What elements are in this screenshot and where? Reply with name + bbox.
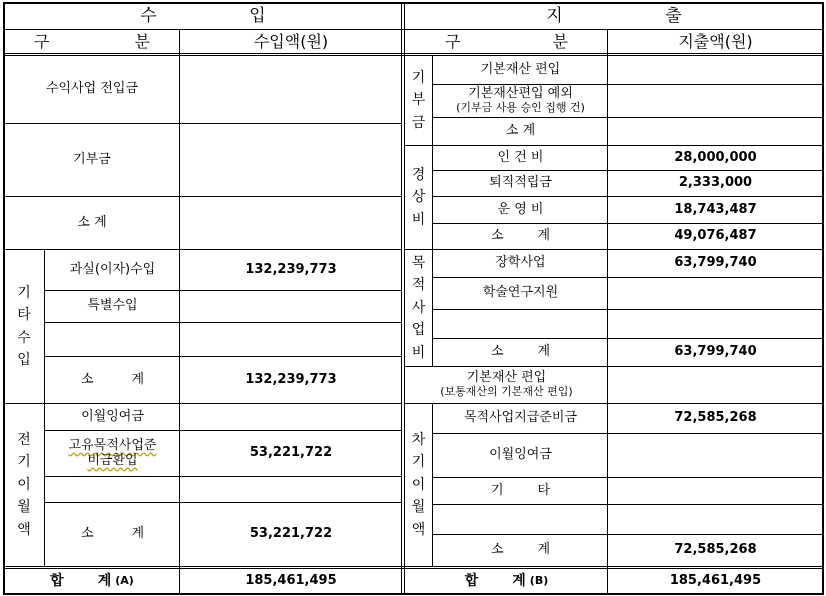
exp-unyeong-amount: 18,743,487 xyxy=(674,201,757,217)
grid-line xyxy=(822,2,824,595)
grid-line xyxy=(3,55,823,56)
group-gyeongsangbi: 경 상 비 xyxy=(411,166,426,228)
exp-junbi-amount: 72,585,268 xyxy=(674,410,757,426)
exp-mokjeok-sogye-amount: 63,799,740 xyxy=(674,344,757,360)
exp-gibu-sogye-label: 소 계 xyxy=(505,123,536,139)
expense-total-amount: 185,461,495 xyxy=(669,572,762,588)
grid-line xyxy=(3,249,402,250)
row-gita-sogye-amount: 132,239,773 xyxy=(245,371,337,387)
exp-pyeonip-amount xyxy=(608,56,823,84)
grid-line xyxy=(432,433,823,434)
exp-gibu-sogye-amount xyxy=(608,118,823,145)
exp-yeoe-label: 기본재산편입 예외 (기부금 사용 승인 집행 건) xyxy=(456,86,585,115)
exp-bonus-amount xyxy=(608,367,823,403)
income-col-gubun: 구 분 xyxy=(34,31,150,51)
exp-gyeong-sogye-label: 소 계 xyxy=(491,228,550,244)
grid-line xyxy=(607,55,608,595)
grid-line xyxy=(3,123,402,124)
grid-line xyxy=(44,249,45,567)
exp-cha-iwol-label: 이월잉여금 xyxy=(489,447,552,463)
row-iwol-amount xyxy=(180,404,402,430)
grid-line xyxy=(44,476,402,477)
grid-line xyxy=(179,29,180,55)
grid-line xyxy=(404,249,823,250)
exp-junbi-label: 목적사업지급준비금 xyxy=(463,410,578,426)
expense-col-gubun: 구 분 xyxy=(445,31,568,51)
grid-line xyxy=(432,117,823,118)
grid-line xyxy=(404,366,823,367)
grid-line xyxy=(3,403,402,404)
grid-line xyxy=(3,2,823,4)
exp-pyeonip-label: 기본재산 편입 xyxy=(480,61,561,77)
exp-mokjeok-sogye-label: 소 계 xyxy=(491,344,550,360)
income-header: 수 입 xyxy=(140,5,266,26)
exp-yeoe-amount xyxy=(608,85,823,117)
expense-col-amount: 지출액(원) xyxy=(678,31,753,51)
row-suik-amount xyxy=(180,56,402,123)
grid-line xyxy=(44,322,402,323)
grid-line xyxy=(404,2,405,595)
row-iwol-label: 이월잉여금 xyxy=(81,408,144,424)
row-jeon-sogye-amount: 53,221,722 xyxy=(249,526,333,542)
row-special-label: 특별수입 xyxy=(87,298,138,314)
exp-cha-sogye-amount: 72,585,268 xyxy=(674,542,757,558)
grid-line xyxy=(404,403,823,404)
grid-line xyxy=(432,534,823,535)
grid-line xyxy=(432,403,433,567)
row-goyu-amount: 53,221,722 xyxy=(249,445,333,461)
grid-line xyxy=(44,290,402,291)
grid-line xyxy=(432,309,823,310)
grid-line xyxy=(44,356,402,357)
grid-line xyxy=(432,170,823,171)
exp-cha-iwol-amount xyxy=(608,434,823,477)
exp-janghak-amount: 63,799,740 xyxy=(674,255,757,271)
grid-line xyxy=(3,593,823,595)
grid-line xyxy=(3,566,823,567)
exp-cha-sogye-label: 소 계 xyxy=(491,542,550,558)
row-sogye1-amount xyxy=(180,197,402,249)
row-suik-label: 수익사업 전입금 xyxy=(45,81,139,97)
grid-line xyxy=(432,338,823,339)
grid-line xyxy=(432,477,823,478)
exp-ingeonbi-amount: 28,000,000 xyxy=(674,149,757,165)
grid-line xyxy=(179,55,180,595)
grid-line xyxy=(401,2,402,595)
grid-line xyxy=(432,277,823,278)
grid-line xyxy=(432,55,433,366)
row-goyu-label: 고유목적사업준 비금환입 xyxy=(68,437,157,468)
group-gita-suip: 기 타 수 입 xyxy=(17,284,31,368)
income-total-label: 합 계 (A) xyxy=(50,572,134,589)
income-col-amount: 수입액(원) xyxy=(253,31,329,51)
row-sogye1-label: 소 계 xyxy=(77,214,107,230)
row-special-amount xyxy=(180,291,402,322)
exp-bonus-label: 기본재산 편입 (보통재산의 기본재산 편입) xyxy=(440,370,573,399)
group-gibugeum: 기 부 금 xyxy=(411,69,426,131)
group-mokjeok-saeopbi: 목 적 사 업 비 xyxy=(411,255,426,361)
grid-line xyxy=(607,29,608,55)
exp-ingeonbi-label: 인 건 비 xyxy=(497,149,544,165)
group-jeongi-iwol: 전 기 이 월 액 xyxy=(17,432,31,538)
expense-total-label: 합 계 (B) xyxy=(464,572,549,589)
row-interest-label: 과실(이자)수입 xyxy=(69,261,156,277)
grid-line xyxy=(3,196,402,197)
row-gibu-amount xyxy=(180,124,402,196)
exp-toejik-label: 퇴직적립금 xyxy=(489,175,552,191)
expense-header: 지 출 xyxy=(546,5,682,26)
group-chagi-iwol: 차 기 이 월 액 xyxy=(411,432,426,538)
exp-cha-gita-label: 기 타 xyxy=(491,482,550,498)
grid-line xyxy=(3,29,823,30)
grid-line xyxy=(432,504,823,505)
exp-toejik-amount: 2,333,000 xyxy=(678,175,753,191)
grid-line xyxy=(432,196,823,197)
row-interest-amount: 132,239,773 xyxy=(245,261,337,277)
exp-hakseul-amount xyxy=(608,278,823,309)
grid-line xyxy=(44,430,402,431)
grid-line xyxy=(44,502,402,503)
grid-line xyxy=(3,53,823,54)
row-gita-sogye-label: 소 계 xyxy=(81,371,144,387)
exp-unyeong-label: 운 영 비 xyxy=(497,201,544,217)
grid-line xyxy=(432,84,823,85)
exp-gyeong-sogye-amount: 49,076,487 xyxy=(674,228,757,244)
row-gibu-label: 기부금 xyxy=(73,151,111,167)
grid-line xyxy=(404,145,823,146)
exp-hakseul-label: 학술연구지원 xyxy=(482,285,559,301)
row-jeon-sogye-label: 소 계 xyxy=(81,526,144,542)
exp-cha-gita-amount xyxy=(608,478,823,504)
grid-line xyxy=(3,2,5,595)
income-total-amount: 185,461,495 xyxy=(245,572,337,588)
exp-janghak-label: 장학사업 xyxy=(495,255,546,271)
grid-line xyxy=(3,568,823,569)
grid-line xyxy=(432,223,823,224)
